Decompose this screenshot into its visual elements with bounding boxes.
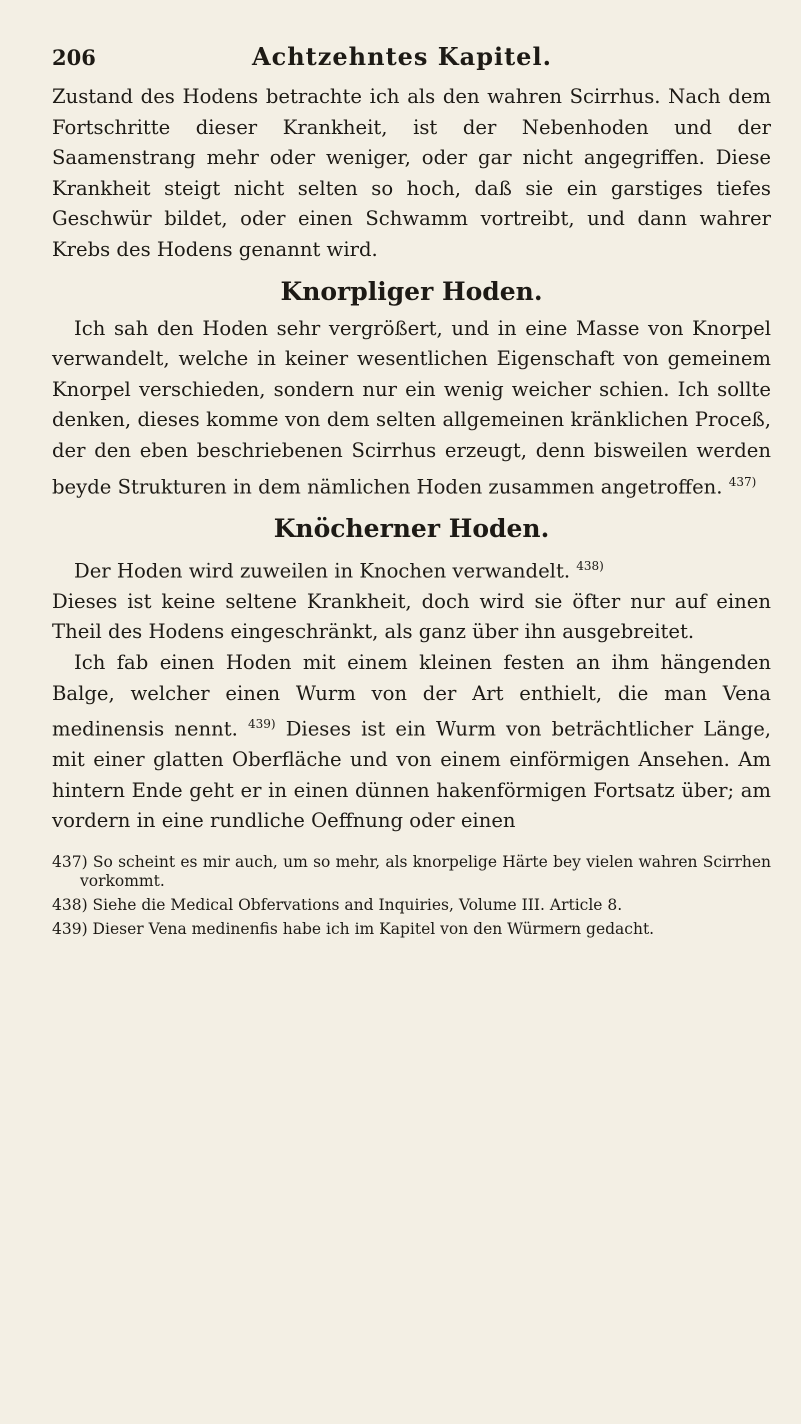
paragraph-2: [52, 314, 771, 503]
paragraph-2-text: Ich sah den Hoden sehr vergrößert, und in eine Masse von Knorpel verwandelt, welche in keiner wesentlichen Eigenschaft von gemeinem Knorpel verschieden, sondern nur ein wenig weicher schien. Ich sollte denken, dieses komme von dem selten allgemeinen kränklichen Proceß, der den eben beschriebenen Scirrhus erzeugt, denn bisweilen werden beyde Strukturen in dem nämlichen Hoden zusammen angetroffen.: [52, 316, 771, 499]
paragraph-5-text-b: Dieses ist ein Wurm von beträchtlicher Länge, mit einer glatten Oberfläche und von einem einförmigen Ansehen. Am hintern Ende geht er in einen dünnen hakenförmigen Fortsatz über; am vordern in eine rundliche Oeffnung oder einen: [52, 717, 772, 833]
paragraph-3: [52, 551, 771, 587]
section-heading-cartilaginous: Knorpliger Hoden.: [280, 276, 543, 306]
footnote-ref-438[interactable]: 438): [576, 558, 604, 573]
paragraph-1: Zustand des Hodens betrachte ich als den wahren Scirrhus. Nach dem Fortschritte dieser Krankheit, ist der Nebenhoden und der Saamenstrang mehr oder weniger, oder gar nicht angegriffen. Diese Krankheit steigt nicht selten so hoch, daß sie ein garstiges tiefes Geschwür bildet, oder einen Schwamm vortreibt, und dann wahrer Krebs des Hodens genannt wird.: [52, 85, 771, 261]
page-header: [52, 42, 771, 82]
footnote-438: 438) Siehe die Medical Obfervations and Inquiries, Volume III. Article 8.: [52, 896, 623, 915]
paragraph-3-text: Der Hoden wird zuweilen in Knochen verwandelt.: [74, 559, 571, 583]
page-number: 206: [52, 45, 96, 70]
footnote-437: 437) So scheint es mir auch, um so mehr, als knorpelige Härte bey vielen wahren Scirrhen vorkommt.: [52, 853, 771, 891]
footnotes: [52, 853, 771, 939]
paragraph-4: Dieses ist keine seltene Krankheit, doch wird sie öfter nur auf einen Theil des Hodens eingeschränkt, als ganz über ihn ausgebreitet.: [52, 589, 771, 644]
section-heading-bony: Knöcherner Hoden.: [273, 513, 550, 543]
paragraph-5: [52, 648, 771, 837]
footnote-ref-437[interactable]: 437): [728, 474, 757, 489]
paragraph-5-text-a: Ich fab einen Hoden mit einem kleinen festen an ihm hängenden Balge, welcher einen Wurm von der Art enthielt, die man Vena medinensis nennt.: [52, 650, 771, 741]
running-title: Achtzehntes Kapitel.: [252, 42, 552, 71]
footnote-ref-439[interactable]: 439): [248, 717, 276, 732]
footnote-439: 439) Dieser Vena medinenfis habe ich im Kapitel von den Würmern gedacht.: [52, 920, 655, 939]
